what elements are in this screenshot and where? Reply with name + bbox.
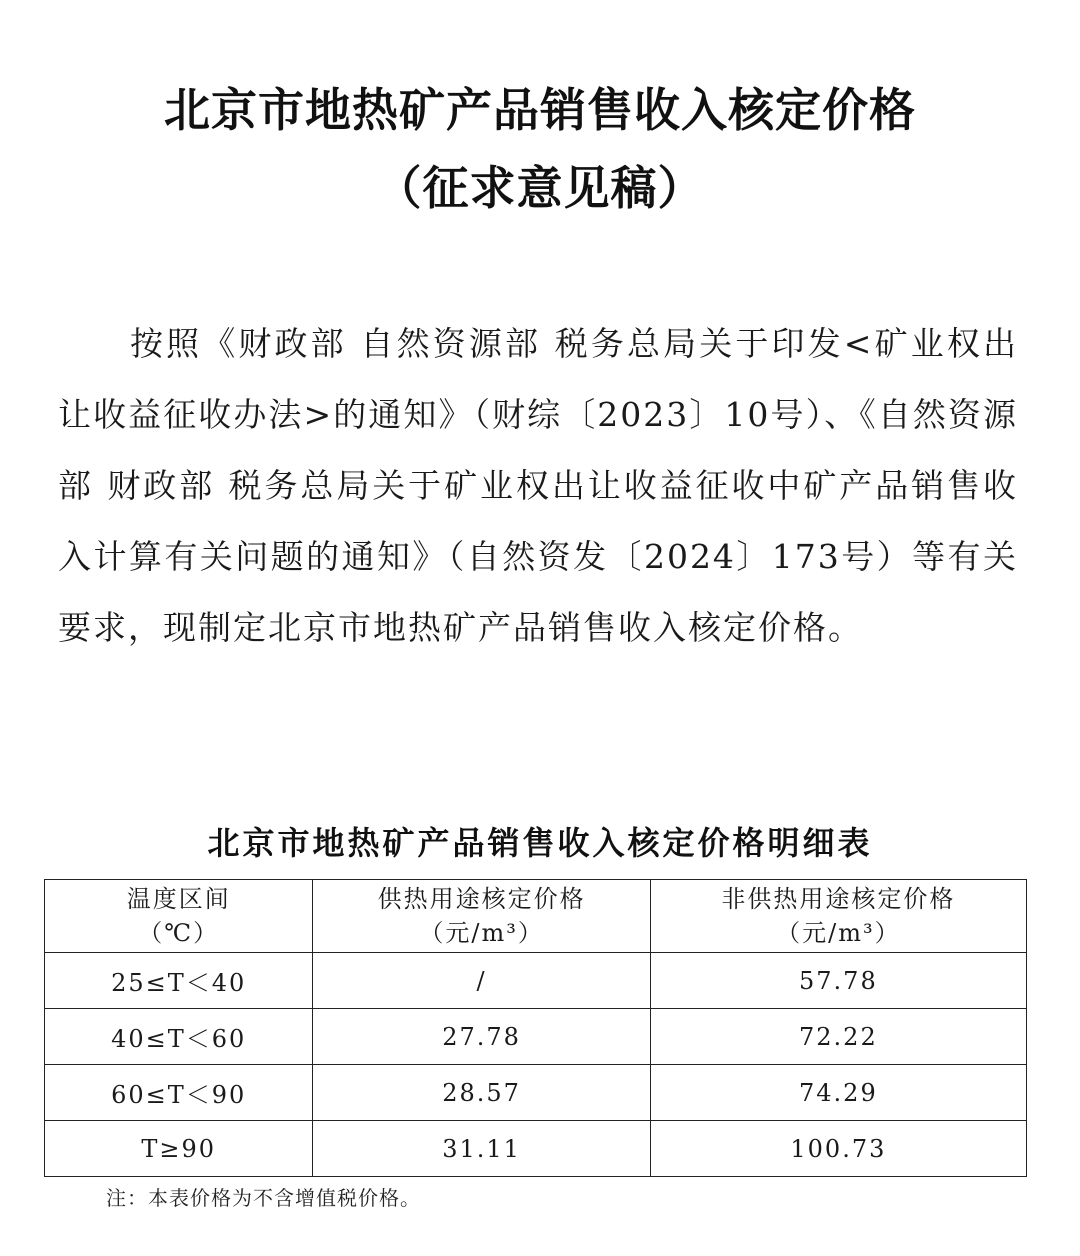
cell-temperature-range: 25≤T＜40 [45,953,313,1009]
header-label: 温度区间 [126,885,231,913]
table-row [45,1121,1027,1177]
document-subtitle: （征求意见稿） [375,161,705,215]
header-unit: （元/m³） [419,919,544,947]
cell-non-heating-price: 72.22 [650,1009,1026,1065]
price-table [44,879,1027,1177]
table-row [45,953,1027,1009]
table-note: 注：本表价格为不含增值税价格。 [106,1186,421,1210]
cell-non-heating-price: 57.78 [650,953,1026,1009]
header-temperature-range [45,880,313,953]
table-header-row [45,880,1027,953]
header-unit: （℃） [138,919,220,947]
header-label: 供热用途核定价格 [377,885,586,913]
document-title: 北京市地热矿产品销售收入核定价格 [164,83,916,137]
cell-heating-price: 28.57 [313,1065,650,1121]
header-heating-price [313,880,650,953]
cell-temperature-range: 40≤T＜60 [45,1009,313,1065]
body-paragraph: 按照《财政部 自然资源部 税务总局关于印发<矿业权出让收益征收办法>的通知》（财综〔2023〕10号）、《自然资源部 财政部 税务总局关于矿业权出让收益征收中矿产品销售收入计算有关问题的通知》（自然资发〔2024〕173号）等有关要求，现制定北京市地热矿产品销售收入核定价格。 [58,324,1018,647]
table-row [45,1009,1027,1065]
cell-non-heating-price: 100.73 [650,1121,1026,1177]
cell-heating-price: 31.11 [313,1121,650,1177]
cell-heating-price: 27.78 [313,1009,650,1065]
header-label: 非供热用途核定价格 [721,885,956,913]
cell-heating-price: / [313,953,650,1009]
header-unit: （元/m³） [776,919,901,947]
table-caption: 北京市地热矿产品销售收入核定价格明细表 [207,824,873,862]
cell-temperature-range: T≥90 [45,1121,313,1177]
header-non-heating-price [650,880,1026,953]
cell-non-heating-price: 74.29 [650,1065,1026,1121]
cell-temperature-range: 60≤T＜90 [45,1065,313,1121]
table-row [45,1065,1027,1121]
